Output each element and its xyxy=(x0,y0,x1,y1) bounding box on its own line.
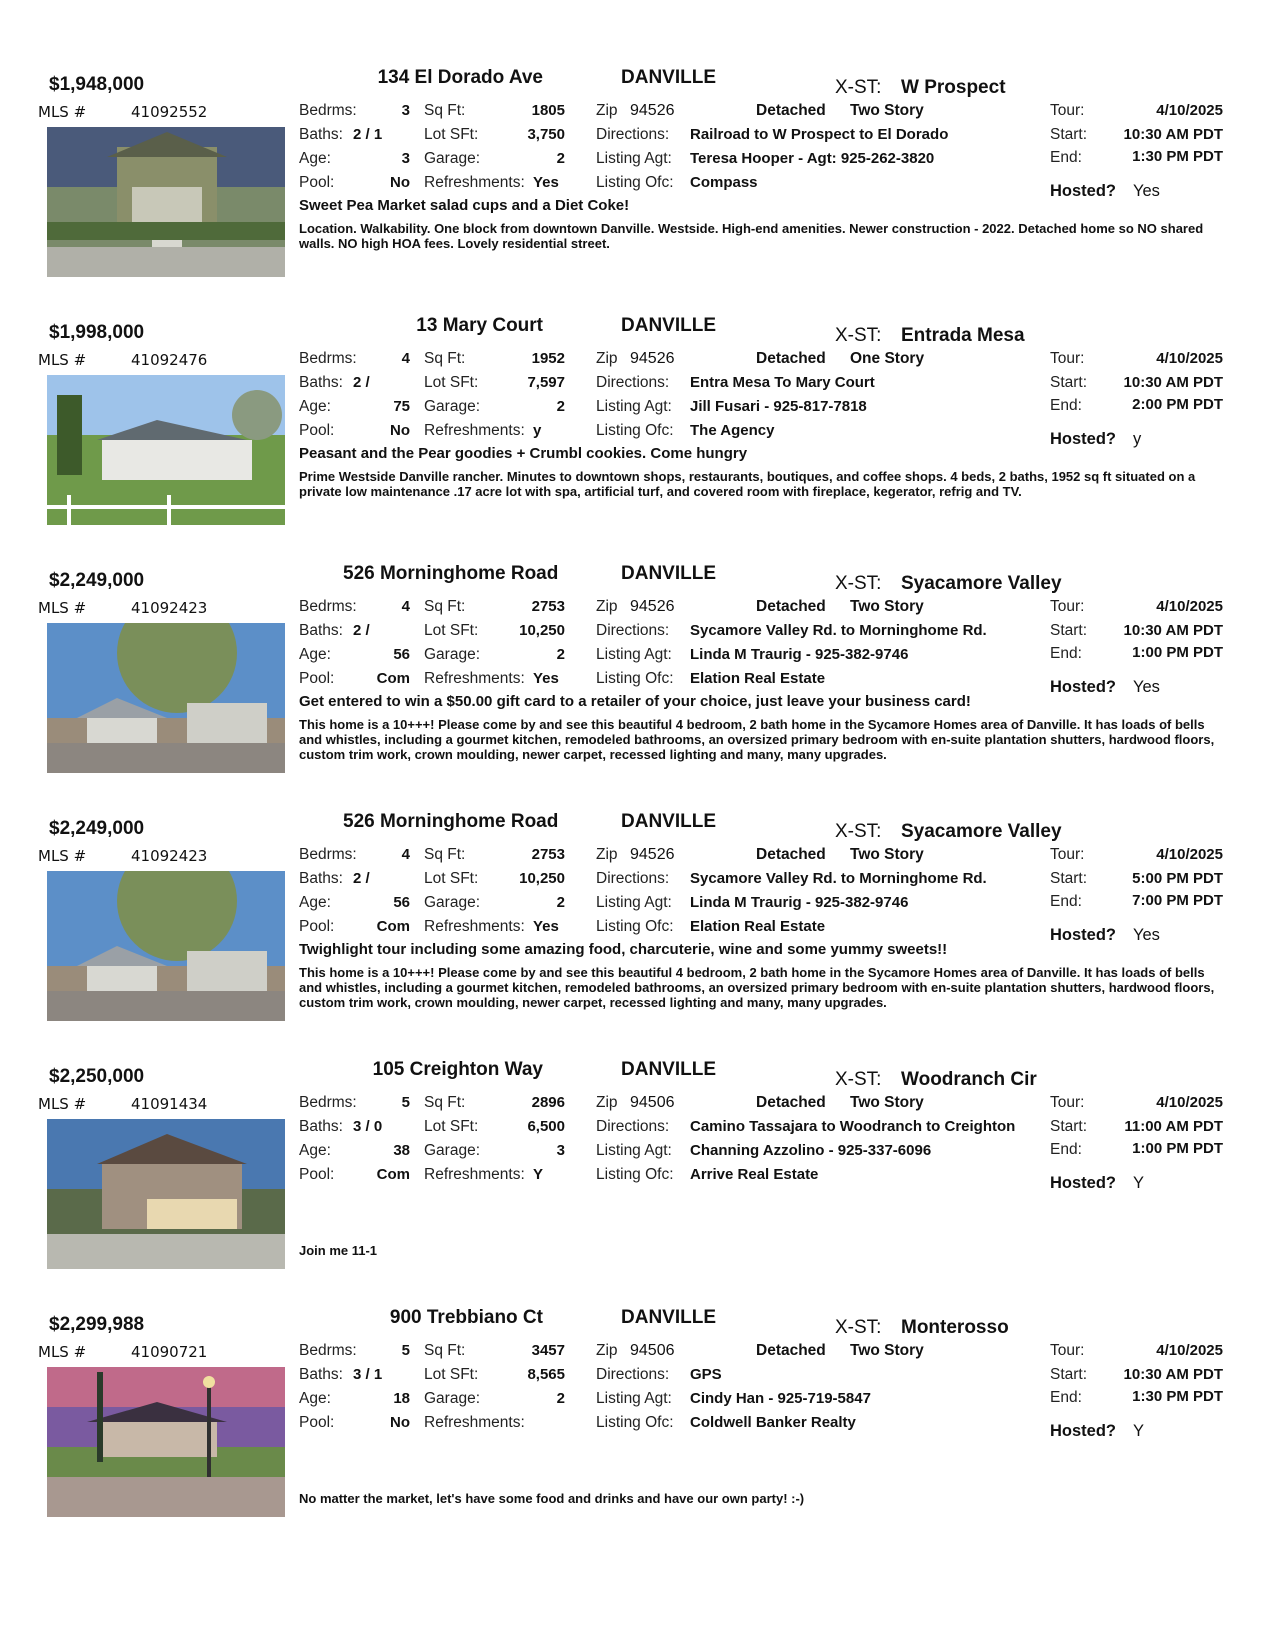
pool-value: Com xyxy=(376,1166,410,1183)
sqft-label: Sq Ft: xyxy=(424,1094,466,1111)
listing-description: Join me 11-1 xyxy=(299,1243,378,1258)
age-label: Age: xyxy=(299,1390,331,1407)
listing-address: 900 Trebbiano Ct xyxy=(389,1307,543,1328)
refreshments-value: Yes xyxy=(533,174,559,191)
sqft-value: 2753 xyxy=(531,846,565,863)
listing-card xyxy=(0,62,1275,320)
hosted-value: Y xyxy=(1133,1174,1145,1192)
age-value: 3 xyxy=(401,150,410,167)
listing-agent-label: Listing Agt: xyxy=(596,150,672,167)
start-time: 10:30 AM PDT xyxy=(1123,374,1223,391)
mls-label: MLS # xyxy=(38,1343,87,1361)
listing-agent-value: Linda M Traurig - 925-382-9746 xyxy=(690,894,909,911)
directions-value: Sycamore Valley Rd. to Morninghome Rd. xyxy=(690,870,987,887)
pool-label: Pool: xyxy=(299,918,335,935)
lot-sqft-label: Lot SFt: xyxy=(424,1366,479,1383)
start-time: 10:30 AM PDT xyxy=(1123,622,1223,639)
listing-office-value: Arrive Real Estate xyxy=(690,1166,819,1183)
zip-value: 94526 xyxy=(630,598,675,615)
listing-price: $1,948,000 xyxy=(49,74,145,95)
start-label: Start: xyxy=(1050,374,1088,391)
lot-sqft-value: 10,250 xyxy=(519,622,565,639)
mls-number: 41092476 xyxy=(131,351,208,369)
mls-number: 41092423 xyxy=(131,599,208,617)
listing-office-label: Listing Ofc: xyxy=(596,422,674,439)
baths-value: 3 / 0 xyxy=(353,1118,383,1135)
lot-sqft-value: 10,250 xyxy=(519,870,565,887)
listing-office-value: Coldwell Banker Realty xyxy=(690,1414,856,1431)
tour-date: 4/10/2025 xyxy=(1156,1094,1223,1111)
hosted-label: Hosted? xyxy=(1050,182,1116,200)
start-label: Start: xyxy=(1050,622,1088,639)
listing-description: This home is a 10+++! Please come by and see this beautiful 4 bedroom, 2 bath home in the Sycamore Homes area of Danville. It has loads of bells and whistles, including a gourmet kitchen, remodeled bathrooms, an oversized primary bedroom with en-suite plantation shutters, hardwood floors, custom trim work, crown moulding, newer carpet, recessed lighting and many, many upgrades. xyxy=(299,965,1215,1010)
cross-street-value: Entrada Mesa xyxy=(901,325,1025,346)
listing-agent-value: Cindy Han - 925-719-5847 xyxy=(690,1390,871,1407)
directions-label: Directions: xyxy=(596,622,670,639)
directions-label: Directions: xyxy=(596,870,670,887)
tour-label: Tour: xyxy=(1050,350,1085,367)
zip-label: Zip xyxy=(596,1342,618,1359)
bedrooms-value: 4 xyxy=(401,846,410,863)
listing-address: 526 Morninghome Road xyxy=(343,563,559,584)
listing-city: DANVILLE xyxy=(621,67,716,88)
directions-label: Directions: xyxy=(596,126,670,143)
tour-note: Peasant and the Pear goodies + Crumbl cookies. Come hungry xyxy=(299,445,748,462)
tour-note: Get entered to win a $50.00 gift card to a retailer of your choice, just leave your business card! xyxy=(299,693,971,710)
baths-value: 2 / xyxy=(353,622,370,639)
tour-note: Sweet Pea Market salad cups and a Diet Coke! xyxy=(299,197,630,214)
tour-label: Tour: xyxy=(1050,1342,1085,1359)
refreshments-label: Refreshments: xyxy=(424,670,525,687)
end-label: End: xyxy=(1050,149,1082,166)
listing-office-label: Listing Ofc: xyxy=(596,174,674,191)
baths-label: Baths: xyxy=(299,126,343,143)
lot-sqft-value: 7,597 xyxy=(527,374,565,391)
bedrooms-value: 4 xyxy=(401,350,410,367)
end-time: 7:00 PM PDT xyxy=(1132,892,1223,909)
cross-street-value: Woodranch Cir xyxy=(901,1069,1037,1090)
refreshments-value: Yes xyxy=(533,918,559,935)
sqft-value: 2896 xyxy=(531,1094,565,1111)
property-style: Two Story xyxy=(850,846,924,863)
zip-label: Zip xyxy=(596,102,618,119)
cross-street-label: X-ST: xyxy=(835,77,882,98)
age-label: Age: xyxy=(299,150,331,167)
start-time: 10:30 AM PDT xyxy=(1123,126,1223,143)
lot-sqft-value: 8,565 xyxy=(527,1366,565,1383)
listing-city: DANVILLE xyxy=(621,315,716,336)
sqft-value: 1805 xyxy=(531,102,565,119)
garage-label: Garage: xyxy=(424,1390,481,1407)
baths-label: Baths: xyxy=(299,870,343,887)
mls-number: 41090721 xyxy=(131,1343,208,1361)
end-time: 1:00 PM PDT xyxy=(1132,1140,1223,1157)
garage-value: 2 xyxy=(556,150,565,167)
age-value: 56 xyxy=(393,646,410,663)
hosted-label: Hosted? xyxy=(1050,1422,1116,1440)
listing-card xyxy=(0,1302,1275,1560)
age-label: Age: xyxy=(299,894,331,911)
pool-value: No xyxy=(390,422,410,439)
age-value: 75 xyxy=(393,398,410,415)
bedrooms-label: Bedrms: xyxy=(299,846,357,863)
zip-label: Zip xyxy=(596,350,618,367)
end-label: End: xyxy=(1050,645,1082,662)
sqft-label: Sq Ft: xyxy=(424,1342,466,1359)
refreshments-label: Refreshments: xyxy=(424,1414,525,1431)
property-photo xyxy=(47,623,285,773)
tour-date: 4/10/2025 xyxy=(1156,846,1223,863)
hosted-value: Yes xyxy=(1133,182,1160,200)
listing-price: $2,249,000 xyxy=(49,570,145,591)
garage-value: 2 xyxy=(556,894,565,911)
property-type: Detached xyxy=(756,598,826,615)
directions-value: Entra Mesa To Mary Court xyxy=(690,374,875,391)
end-label: End: xyxy=(1050,1141,1082,1158)
cross-street-label: X-ST: xyxy=(835,325,882,346)
garage-label: Garage: xyxy=(424,894,481,911)
end-time: 1:30 PM PDT xyxy=(1132,148,1223,165)
property-style: One Story xyxy=(850,350,925,367)
property-type: Detached xyxy=(756,350,826,367)
directions-label: Directions: xyxy=(596,374,670,391)
hosted-value: Y xyxy=(1133,1422,1145,1440)
zip-label: Zip xyxy=(596,598,618,615)
lot-sqft-label: Lot SFt: xyxy=(424,374,479,391)
mls-number: 41092552 xyxy=(131,103,208,121)
start-label: Start: xyxy=(1050,126,1088,143)
pool-label: Pool: xyxy=(299,174,335,191)
garage-label: Garage: xyxy=(424,1142,481,1159)
listing-office-label: Listing Ofc: xyxy=(596,670,674,687)
listing-agent-value: Jill Fusari - 925-817-7818 xyxy=(690,398,867,415)
property-style: Two Story xyxy=(850,1342,924,1359)
sqft-label: Sq Ft: xyxy=(424,846,466,863)
hosted-label: Hosted? xyxy=(1050,678,1116,696)
listing-price: $1,998,000 xyxy=(49,322,145,343)
baths-value: 2 / 1 xyxy=(353,126,383,143)
sqft-label: Sq Ft: xyxy=(424,598,466,615)
zip-value: 94506 xyxy=(630,1342,675,1359)
listing-address: 526 Morninghome Road xyxy=(343,811,559,832)
cross-street-label: X-ST: xyxy=(835,1069,882,1090)
end-time: 1:30 PM PDT xyxy=(1132,1388,1223,1405)
garage-value: 2 xyxy=(556,398,565,415)
listing-agent-label: Listing Agt: xyxy=(596,1142,672,1159)
listing-office-label: Listing Ofc: xyxy=(596,918,674,935)
hosted-value: Yes xyxy=(1133,926,1160,944)
property-type: Detached xyxy=(756,846,826,863)
listing-agent-label: Listing Agt: xyxy=(596,398,672,415)
listing-description: Location. Walkability. One block from downtown Danville. Westside. High-end amenities. Newer construction - 2022. Detached home so NO shared walls. NO high HOA fees. Lovely residential street. xyxy=(299,221,1204,251)
lot-sqft-value: 3,750 xyxy=(527,126,565,143)
listing-agent-value: Channing Azzolino - 925-337-6096 xyxy=(690,1142,932,1159)
mls-label: MLS # xyxy=(38,599,87,617)
refreshments-label: Refreshments: xyxy=(424,1166,525,1183)
age-label: Age: xyxy=(299,398,331,415)
listing-office-value: The Agency xyxy=(690,422,775,439)
listing-card xyxy=(0,806,1275,1064)
listing-description: No matter the market, let's have some food and drinks and have our own party! :-) xyxy=(299,1491,805,1506)
tour-label: Tour: xyxy=(1050,846,1085,863)
mls-label: MLS # xyxy=(38,103,87,121)
start-label: Start: xyxy=(1050,870,1088,887)
refreshments-label: Refreshments: xyxy=(424,422,525,439)
bedrooms-label: Bedrms: xyxy=(299,598,357,615)
directions-value: Sycamore Valley Rd. to Morninghome Rd. xyxy=(690,622,987,639)
start-label: Start: xyxy=(1050,1118,1088,1135)
age-value: 38 xyxy=(393,1142,410,1159)
directions-value: Camino Tassajara to Woodranch to Creighton xyxy=(690,1118,1016,1135)
bedrooms-label: Bedrms: xyxy=(299,102,357,119)
listing-address: 13 Mary Court xyxy=(416,315,543,336)
property-style: Two Story xyxy=(850,598,924,615)
property-type: Detached xyxy=(756,1094,826,1111)
baths-label: Baths: xyxy=(299,374,343,391)
property-photo xyxy=(47,375,285,525)
pool-label: Pool: xyxy=(299,1166,335,1183)
listing-address: 105 Creighton Way xyxy=(372,1059,543,1080)
directions-value: GPS xyxy=(690,1366,722,1383)
refreshments-label: Refreshments: xyxy=(424,174,525,191)
zip-label: Zip xyxy=(596,846,618,863)
listing-city: DANVILLE xyxy=(621,563,716,584)
garage-value: 2 xyxy=(556,1390,565,1407)
listing-office-value: Elation Real Estate xyxy=(690,670,826,687)
hosted-label: Hosted? xyxy=(1050,430,1116,448)
sqft-label: Sq Ft: xyxy=(424,102,466,119)
garage-value: 2 xyxy=(556,646,565,663)
end-time: 2:00 PM PDT xyxy=(1132,396,1223,413)
zip-value: 94526 xyxy=(630,846,675,863)
listing-city: DANVILLE xyxy=(621,811,716,832)
mls-number: 41091434 xyxy=(131,1095,208,1113)
cross-street-label: X-ST: xyxy=(835,821,882,842)
directions-value: Railroad to W Prospect to El Dorado xyxy=(690,126,949,143)
listing-description: This home is a 10+++! Please come by and see this beautiful 4 bedroom, 2 bath home in the Sycamore Homes area of Danville. It has loads of bells and whistles, including a gourmet kitchen, remodeled bathrooms, an oversized primary bedroom with en-suite plantation shutters, hardwood floors, custom trim work, crown moulding, newer carpet, recessed lighting and many, many upgrades. xyxy=(299,717,1215,762)
pool-value: Com xyxy=(376,918,410,935)
listing-city: DANVILLE xyxy=(621,1059,716,1080)
baths-label: Baths: xyxy=(299,622,343,639)
tour-note: Twighlight tour including some amazing food, charcuterie, wine and some yummy sweets!! xyxy=(299,941,948,958)
end-time: 1:00 PM PDT xyxy=(1132,644,1223,661)
property-type: Detached xyxy=(756,1342,826,1359)
sqft-value: 3457 xyxy=(531,1342,565,1359)
tour-date: 4/10/2025 xyxy=(1156,598,1223,615)
lot-sqft-label: Lot SFt: xyxy=(424,126,479,143)
listing-office-value: Elation Real Estate xyxy=(690,918,826,935)
listing-office-label: Listing Ofc: xyxy=(596,1414,674,1431)
bedrooms-label: Bedrms: xyxy=(299,1094,357,1111)
lot-sqft-label: Lot SFt: xyxy=(424,1118,479,1135)
zip-label: Zip xyxy=(596,1094,618,1111)
listing-price: $2,249,000 xyxy=(49,818,145,839)
tour-date: 4/10/2025 xyxy=(1156,1342,1223,1359)
bedrooms-value: 5 xyxy=(401,1342,410,1359)
property-photo xyxy=(47,127,285,277)
bedrooms-value: 3 xyxy=(401,102,410,119)
hosted-label: Hosted? xyxy=(1050,1174,1116,1192)
zip-value: 94526 xyxy=(630,350,675,367)
refreshments-value: Y xyxy=(533,1166,544,1183)
bedrooms-value: 4 xyxy=(401,598,410,615)
refreshments-label: Refreshments: xyxy=(424,918,525,935)
listing-city: DANVILLE xyxy=(621,1307,716,1328)
listing-agent-value: Linda M Traurig - 925-382-9746 xyxy=(690,646,909,663)
property-photo xyxy=(47,1367,285,1517)
tour-date: 4/10/2025 xyxy=(1156,350,1223,367)
sqft-label: Sq Ft: xyxy=(424,350,466,367)
lot-sqft-value: 6,500 xyxy=(527,1118,565,1135)
listing-office-value: Compass xyxy=(690,174,758,191)
property-style: Two Story xyxy=(850,102,924,119)
listing-card xyxy=(0,558,1275,816)
garage-label: Garage: xyxy=(424,398,481,415)
age-value: 18 xyxy=(393,1390,410,1407)
cross-street-value: Syacamore Valley xyxy=(901,573,1062,594)
cross-street-value: Syacamore Valley xyxy=(901,821,1062,842)
zip-value: 94526 xyxy=(630,102,675,119)
pool-value: Com xyxy=(376,670,410,687)
listing-price: $2,299,988 xyxy=(49,1314,145,1335)
hosted-value: y xyxy=(1133,430,1142,448)
listing-price: $2,250,000 xyxy=(49,1066,145,1087)
mls-label: MLS # xyxy=(38,847,87,865)
property-style: Two Story xyxy=(850,1094,924,1111)
listing-address: 134 El Dorado Ave xyxy=(377,67,543,88)
baths-value: 3 / 1 xyxy=(353,1366,383,1383)
mls-label: MLS # xyxy=(38,351,87,369)
pool-value: No xyxy=(390,174,410,191)
refreshments-value: y xyxy=(533,422,542,439)
hosted-label: Hosted? xyxy=(1050,926,1116,944)
mls-number: 41092423 xyxy=(131,847,208,865)
baths-label: Baths: xyxy=(299,1366,343,1383)
start-time: 11:00 AM PDT xyxy=(1124,1118,1223,1135)
age-value: 56 xyxy=(393,894,410,911)
listing-card xyxy=(0,1054,1275,1312)
tour-label: Tour: xyxy=(1050,102,1085,119)
refreshments-value: Yes xyxy=(533,670,559,687)
cross-street-value: Monterosso xyxy=(901,1317,1009,1338)
end-label: End: xyxy=(1050,397,1082,414)
pool-value: No xyxy=(390,1414,410,1431)
lot-sqft-label: Lot SFt: xyxy=(424,622,479,639)
garage-label: Garage: xyxy=(424,150,481,167)
cross-street-label: X-ST: xyxy=(835,1317,882,1338)
start-label: Start: xyxy=(1050,1366,1088,1383)
listing-description: Prime Westside Danville rancher. Minutes to downtown shops, restaurants, boutiques, and coffee shops. 4 beds, 2 baths, 1952 sq ft situated on a private low maintenance .17 acre lot with spa, artificial turf, and covered room with fireplace, kegerator, refrig and TV. xyxy=(299,469,1196,499)
baths-value: 2 / xyxy=(353,870,370,887)
zip-value: 94506 xyxy=(630,1094,675,1111)
sqft-value: 1952 xyxy=(531,350,565,367)
listing-office-label: Listing Ofc: xyxy=(596,1166,674,1183)
directions-label: Directions: xyxy=(596,1118,670,1135)
end-label: End: xyxy=(1050,893,1082,910)
garage-label: Garage: xyxy=(424,646,481,663)
listing-agent-label: Listing Agt: xyxy=(596,1390,672,1407)
sqft-value: 2753 xyxy=(531,598,565,615)
listing-card xyxy=(0,310,1275,568)
cross-street-value: W Prospect xyxy=(901,77,1006,98)
listing-agent-value: Teresa Hooper - Agt: 925-262-3820 xyxy=(690,150,935,167)
start-time: 5:00 PM PDT xyxy=(1132,870,1223,887)
baths-value: 2 / xyxy=(353,374,370,391)
tour-date: 4/10/2025 xyxy=(1156,102,1223,119)
bedrooms-label: Bedrms: xyxy=(299,350,357,367)
pool-label: Pool: xyxy=(299,670,335,687)
pool-label: Pool: xyxy=(299,422,335,439)
hosted-value: Yes xyxy=(1133,678,1160,696)
garage-value: 3 xyxy=(556,1142,565,1159)
end-label: End: xyxy=(1050,1389,1082,1406)
age-label: Age: xyxy=(299,1142,331,1159)
tour-label: Tour: xyxy=(1050,1094,1085,1111)
directions-label: Directions: xyxy=(596,1366,670,1383)
property-type: Detached xyxy=(756,102,826,119)
listing-agent-label: Listing Agt: xyxy=(596,894,672,911)
baths-label: Baths: xyxy=(299,1118,343,1135)
bedrooms-label: Bedrms: xyxy=(299,1342,357,1359)
tour-label: Tour: xyxy=(1050,598,1085,615)
property-photo xyxy=(47,1119,285,1269)
age-label: Age: xyxy=(299,646,331,663)
pool-label: Pool: xyxy=(299,1414,335,1431)
property-photo xyxy=(47,871,285,1021)
cross-street-label: X-ST: xyxy=(835,573,882,594)
mls-label: MLS # xyxy=(38,1095,87,1113)
start-time: 10:30 AM PDT xyxy=(1123,1366,1223,1383)
lot-sqft-label: Lot SFt: xyxy=(424,870,479,887)
listing-agent-label: Listing Agt: xyxy=(596,646,672,663)
bedrooms-value: 5 xyxy=(401,1094,410,1111)
